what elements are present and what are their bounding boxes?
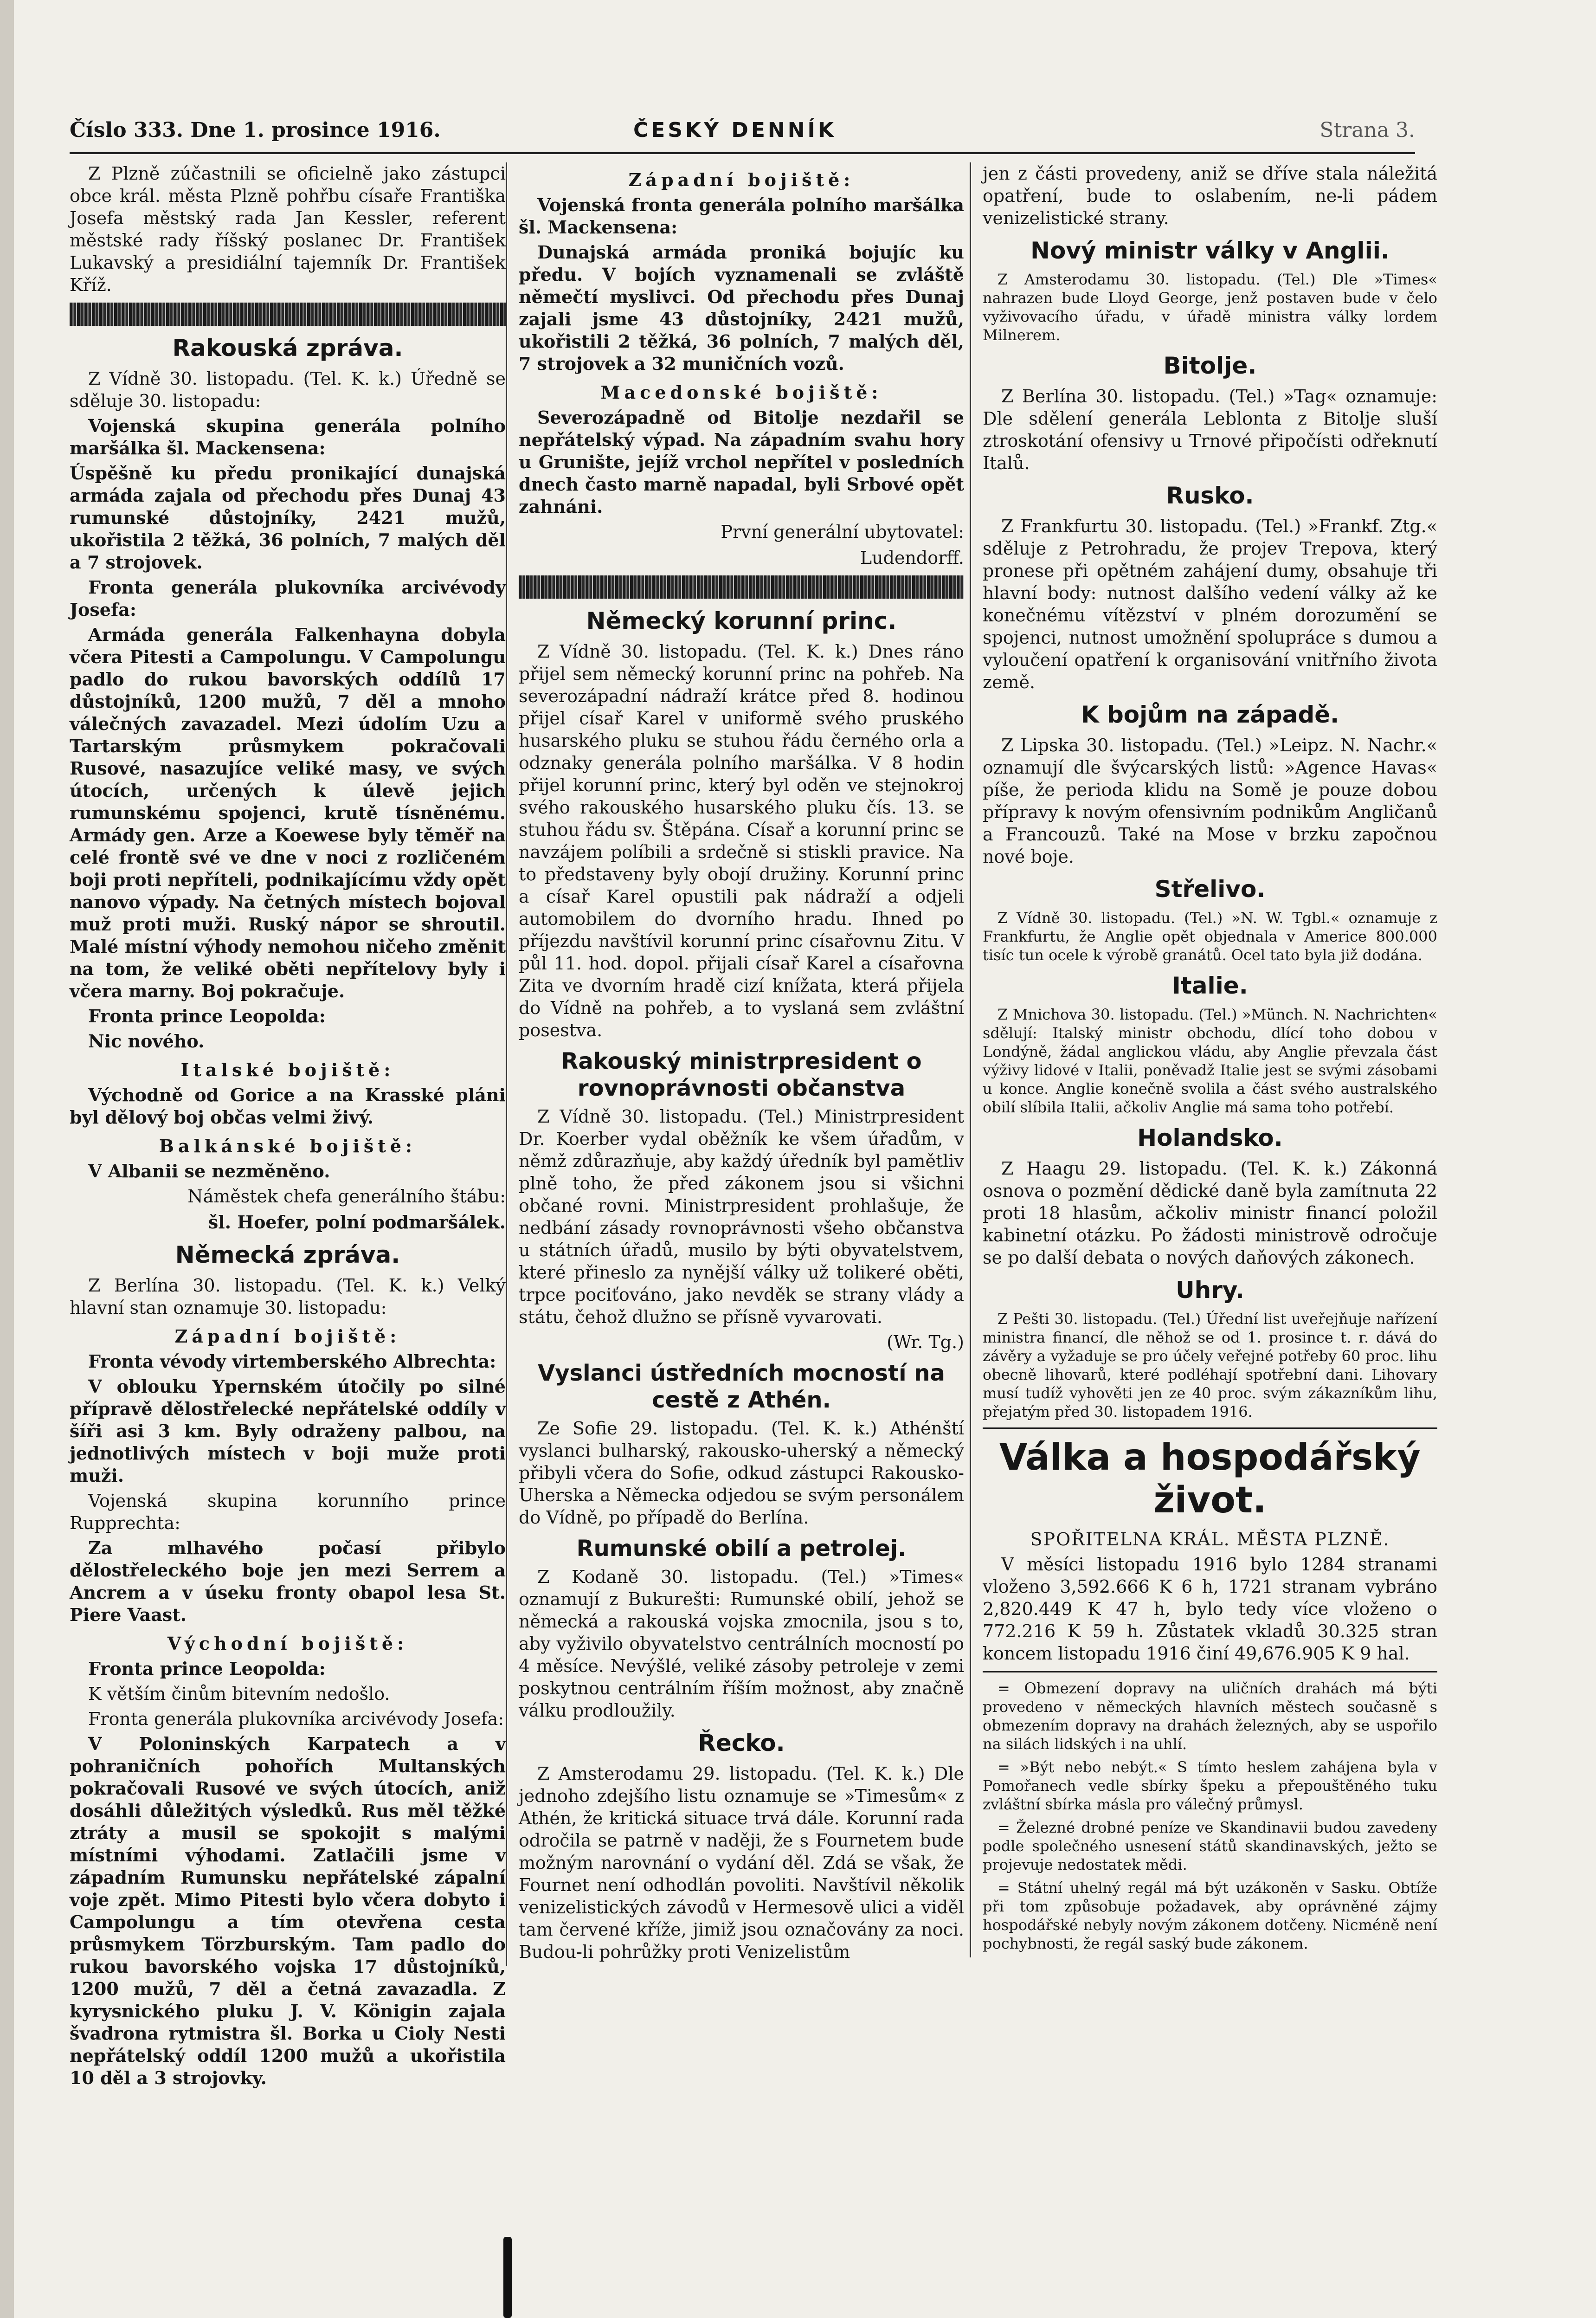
paragraph: Z Mnichova 30. listopadu. (Tel.) »Münch. N. Nachrichten« sdělují: Italský ministr obchodu, dlící toho dobou v Londýně, žádal anglickou vládu, aby Anglie převzala část výživy lidové v Italii, poněvadž Italie jest se svými zásobami u konce. Anglie konečně svolila a část svého australského obilí slíbila Italii, ačkoliv Anglie má sama toho potřebí. [983,1006,1437,1116]
signature: šl. Hoefer, polní podmaršálek. [208,1212,506,1233]
ornament-separator [519,575,964,599]
paragraph: Dunajská armáda proniká bojujíc ku předu. V bojích vyznamenali se zvláště němečtí myslivci. Od přechodu přes Dunaj zajali jsme 43 důstojníky, 2421 mužů, ukořistili 2 těžká, 36 polních, 7 malých děl, 7 strojovek a 32 muničních vozů. [519,242,964,374]
paragraph: Z Vídně 30. listopadu. (Tel.) »N. W. Tgbl.« oznamuje z Frankfurtu, že Anglie opět objednala v Americe 800.000 tisíc tun ocele k výrobě granátů. Ocel tato byla již dodána. [983,909,1437,964]
paragraph: Z Kodaně 30. listopadu. (Tel.) »Times« oznamují z Bukurešti: Rumunské obilí, jehož se německá a rakouská vojska zmocnila, jsou s to, aby vyživilo obyvatelstvo centrálních mocností po 4 měsíce. Nevýšlé, veliké zásoby petroleje v zemi poskytnou centrálním říším možnost, aby značně válku prodloužily. [519,1567,964,1721]
heading-novy-ministr: Nový ministr války v Anglii. [1030,237,1390,264]
heading-rumunske-obili: Rumunské obilí a petrolej. [576,1536,907,1562]
paragraph: Z Vídně 30. listopadu. (Tel. K. k.) Dnes ráno přijel sem německý korunní princ na pohřeb. Na severozápadní nádraží krátce před 8. hodinou přijel císař Karel v uniformě svého pruského husarského pluku se stuhou řádu černého orla a odznaky generála polního maršálka. V 8 hodin přijel korunní princ, který byl oděn ve stejnokroj svého rakouského husarského pluku čís. 13. se stuhou řádu sv. Štěpána. Císař a korunní princ se navzájem políbili a srdečně si stiskli pravice. Na to představeny byly obojí družiny. Korunní princ a císař Karel opustili pak nádraží a odjeli automobilem do dvorního hradu. Ihned po příjezdu navštívil korunní princ císařovnu Zitu. V půl 11. hod. dopol. přijali císař Karel a císařovna Zita ve dvorním hradě cizí knížata, která přijela do Vídně na pohřeb, a to vyslaná sem zvláštní posestva. [519,641,964,1040]
heading-vyslanci: Vyslanci ústředních mocností na cestě z Athén. [538,1360,945,1413]
small-text-block [983,1005,1437,1117]
heading-rakousky-ministrpresident: Rakouský ministrpresident o rovnoprávnosti občanstva [561,1048,922,1101]
column-3 [970,162,1437,1957]
heading-valka-a-hospodarsky-zivot: Válka a hospodářský život. [999,1437,1421,1521]
signature: (Wr. Tg.) [887,1332,964,1352]
section-rule [983,1427,1437,1429]
paragraph: V Albanii se nezměněno. [88,1161,330,1182]
news-note: = Obmezení dopravy na uličních drahách má býti provedeno v německých hlavních městech současně s obmezením dopravy na drahách železných, aby se uspořilo na silách lidských i na uhlí. [983,1679,1437,1753]
column-2 [506,162,964,1966]
subheading-macedonske-bojiste: Macedonské bojiště: [600,382,882,403]
paragraph: Fronta prince Leopolda: [88,1006,326,1027]
paragraph: jen z části provedeny, aniž se dříve stala náležitá opatření, bude to oslabením, ne-li pádem venizelistické strany. [983,163,1437,228]
signature: Náměstek chefa generálního štábu: [187,1186,506,1207]
page-number: Strana 3. [1319,118,1415,142]
paragraph: Z Amsterodamu 30. listopadu. (Tel.) Dle »Times« nahrazen bude Lloyd George, jenž postaven bude v čelo vyživovacího úřadu, v úřadě ministra války lordem Milnerem. [983,271,1437,344]
news-note: = Železné drobné peníze ve Skandinavii budou zavedeny podle společného usnesení států skandinavských, ježto se projevuje nedostatek mědi. [983,1819,1437,1873]
heading-bitolje: Bitolje. [1163,352,1257,379]
paragraph: Ze Sofie 29. listopadu. (Tel. K. k.) Athénští vyslanci bulharský, rakousko-uherský a německý přibyli včera do Sofie, odkud zástupci Rakousko-Uherska a Německa odjedou se svým personálem do Vídně, po případě do Berlína. [519,1418,964,1528]
paragraph: Z Amsterodamu 29. listopadu. (Tel. K. k.) Dle jednoho zdejšího listu oznamuje se »Timesům« z Athén, že kritická situace trvá dále. Korunní rada odročila se patrně v naději, že s Fournetem bude možným narovnání o vydání děl. Zdá se však, že Fournet není odhodlán povoliti. Navštívil několik venizelistických závodů v Hermesově ulici a viděl tam červené kříže, jimiž jsou označovány za noci. Budou-li pohrůžky proti Venizelistům [519,1763,964,1962]
small-text-block [983,909,1437,964]
heading-italie: Italie. [1172,972,1248,999]
paragraph: Z Berlína 30. listopadu. (Tel. K. k.) Velký hlavní stan oznamuje 30. listopadu: [70,1275,506,1318]
subheading-zapadni-bojiste: Západní bojiště: [174,1326,401,1347]
small-text-block [983,1679,1437,1953]
paragraph: Z Vídně 30. listopadu. (Tel. K. k.) Úředně se sděluje 30. listopadu: [70,368,506,411]
subheading-vychodni-bojiste: Východní bojiště: [167,1633,408,1654]
heading-recko: Řecko. [698,1730,785,1756]
ornament-separator [70,303,506,326]
paragraph: K větším činům bitevním nedošlo. [88,1684,390,1704]
signature: První generální ubytovatel: [721,522,964,542]
paragraph: Nic nového. [88,1031,205,1052]
newspaper-title: ČESKÝ DENNÍK [633,118,837,142]
heading-rusko: Rusko. [1166,482,1254,509]
paragraph: Armáda generála Falkenhayna dobyla včera Pitesti a Campolungu. V Campolungu padlo do rukou bavorských oddílů 17 důstojníků, 1200 mužů, 7 děl a mnoho válečných zavazadel. Mezi údolím Uzu a Tartarským průsmykem pokračovali Rusové, nasazujíce veliké masy, ve svých útocích, určených k úlevě jejich rumunskému spojenci, krutě tísněnému. Armády gen. Arze a Koewese byly těměř na celé frontě své ve dne v noci z rozličeném boji proti nepříteli, podnikajícímu vždy opět nanovo výpady. Na četných místech bojoval muž proti muži. Ruský nápor se shroutil. Malé místní výhody nemohou ničeho změnit na tom, že veliké oběti nepřítelovy byly i včera marny. Boj pokračuje. [70,624,506,1001]
news-note: = »Být nebo nebýt.« S tímto heslem zahájena byla v Pomořanech vedle sbírky špeku a přepouštěného tuku zvláštní sbírka másla pro válečný průmysl. [983,1758,1437,1813]
paragraph: V oblouku Ypernském útočily po silné přípravě dělostřelecké nepřátelské oddíly v šíři asi 3 km. Byly odraženy palbou, na jednotlivých místech v boji muže proti muži. [70,1376,506,1486]
paragraph: Severozápadně od Bitolje nezdařil se nepřátelský výpad. Na západním svahu hory u Grunište, jejíž vrchol nepřítel v posledních dnech často marně napadal, byli Srbové opět zahnáni. [519,407,964,517]
paragraph: Fronta generála plukovníka arcivévody Josefa: [70,577,506,620]
column-1 [70,162,506,2092]
page-header [70,118,1415,151]
ink-mark [503,2237,512,2318]
paragraph: V měsíci listopadu 1916 bylo 1284 stranami vloženo 3,592.666 K 6 h, 1721 stranam vybráno 2,820.449 K 47 h, bylo tedy více vloženo o 772.216 K 59 h. Zůstatek vkladů 30.325 stran koncem listopadu 1916 činí 49,676.905 K 9 hal. [983,1554,1437,1664]
subheading-sporitelna: SPOŘITELNA KRÁL. MĚSTA PLZNĚ. [1030,1529,1390,1550]
heading-nemecky-korunni-princ: Německý korunní princ. [586,607,897,634]
intro-paragraph: Z Plzně zúčastnili se oficielně jako zástupci obce král. města Plzně pohřbu císaře Františka Josefa městský rada Jan Kessler, referent městské rady říšský poslanec Dr. František Lukavský a presidiální tajemník Dr. František Kříž. [70,163,506,295]
paragraph: Z Vídně 30. listopadu. (Tel.) Ministrpresident Dr. Koerber vydal oběžník ke všem úřadům, v němž zdůrazňuje, aby každý úředník byl pamětliv plně toho, že před zákonem jsou si všichni občané rovni. Ministrpresident prohlašuje, že nedbání zásady rovnoprávnosti všeho občanstva u státních úřadů, musilo by býti obyvatelstvem, které přineslo za nynější války už tolikeré oběti, trpce pociťováno, jako nevděk se strany vlády a státu, čehož dlužno se přísně vyvarovati. [519,1106,964,1327]
paragraph: Vojenská fronta generála polního maršálka šl. Mackensena: [519,194,964,238]
paragraph: Z Pešti 30. listopadu. (Tel.) Úřední list uveřejňuje nařízení ministra financí, dle něhož se od 1. prosince t. r. dává do závěry a vyžaduje se pro účely veřejné potřeby 60 proc. lihu obecně lihovarů, které podléhají spotřební dani. Lihovary musí tudíž vyhověti jen ze 40 proc. svým zákazníkům lihu, přejatým před 30. listopadem 1916. [983,1310,1437,1421]
page-left-edge [0,0,14,2318]
paragraph: Úspěšně ku předu pronikající dunajská armáda zajala od přechodu přes Dunaj 43 rumunské důstojníky, 2421 mužů, ukořistila 2 těžká, 36 polních, 7 malých děl a 7 strojovek. [70,463,506,573]
header-rule [70,152,1415,154]
small-text-block [983,270,1437,344]
heading-k-bojum-na-zapade: K bojům na západě. [1081,701,1339,728]
heading-strelivo: Střelivo. [1154,876,1266,903]
paragraph: Z Haagu 29. listopadu. (Tel. K. k.) Zákonná osnova o pozmění dědické daně byla zamítnuta 22 proti 18 hlasům, ačkoliv ministr financí položil kabinetní otázku. Po žádosti ministrově odročuje se po další debata o nových daňových zákonech. [983,1158,1437,1268]
heading-nemecka-zprava: Německá zpráva. [175,1241,400,1268]
signature: Ludendorff. [860,548,964,568]
paragraph: Z Berlína 30. listopadu. (Tel.) »Tag« oznamuje: Dle sdělení generála Leblonta z Bitolje sluší ztroskotání ofensivy u Trnové připočísti odřeknutí Italů. [983,386,1437,473]
small-text-block [983,1310,1437,1421]
paragraph: Z Lipska 30. listopadu. (Tel.) »Leipz. N. Nachr.« oznamují dle švýcarských listů: »Agence Havas« píše, že perioda klidu na Somě je pouze dobou přípravy k novým ofensivním podnikům Angličanů a Francouzů. Také na Mose v brzku započnou nové boje. [983,735,1437,867]
subheading-italske-bojiste: Italské bojiště: [180,1059,395,1080]
paragraph: Fronta generála plukovníka arcivévody Josefa: [88,1709,504,1729]
paragraph: Vojenská skupina generála polního maršálka šl. Mackensena: [70,415,506,458]
heading-rakouska-zprava: Rakouská zpráva. [172,335,403,362]
subheading-balkanske-bojiste: Balkánské bojiště: [159,1136,417,1156]
paragraph: Z Frankfurtu 30. listopadu. (Tel.) »Frankf. Ztg.« sděluje z Petrohradu, že projev Trepova, který pronese při opětném zahájení dumy, obsahuje tři hlavní body: nutnost dalšího vedení války až ke konečnému vítězství v plném dorozumění se spojenci, nutnost umožnění spolupráce s dumou a vyloučení opatření k organisování vnitřního života země. [983,516,1437,692]
paragraph: V Poloninských Karpatech a v pohraničních pohořích Multanských pokračovali Rusové ve svých útocích, aniž dosáhli důležitých výsledků. Rus měl těžké ztráty a musil se spokojit s malými místními výhodami. Zatlačili jsme v západním Rumunsku nepřátelské zápalní voje zpět. Mimo Pitesti bylo včera dobyto i Campolungu a tím otevřena cesta průsmykem Törzburským. Tam padlo do rukou bavorského vojska 17 důstojníků, 1200 mužů, 7 děl a četná zavazadla. Z kyrysnického pluku J. V. Königin zajala švadrona rytmistra šl. Borka u Cioly Nesti nepřátelský oddíl 1200 mužů a ukořistila 10 děl a 3 strojovky. [70,1733,506,2088]
paragraph: Vojenská skupina korunního prince Rupprechta: [70,1491,506,1533]
section-rule [983,1671,1437,1672]
paragraph: Fronta vévody virtemberského Albrechta: [88,1351,496,1372]
heading-holandsko: Holandsko. [1137,1124,1283,1151]
paragraph: Za mlhavého počasí přibylo dělostřeleckého boje jen mezi Serrem a Ancrem a v úseku fronty obapol lesa St. Piere Vaast. [70,1537,506,1625]
issue-line: Číslo 333. Dne 1. prosince 1916. [70,118,441,142]
paragraph: Fronta prince Leopolda: [88,1658,326,1679]
subheading-zapadni-bojiste: Západní bojiště: [628,169,855,190]
heading-uhry: Uhry. [1176,1277,1244,1304]
paragraph: Východně od Gorice a na Krasské pláni byl dělový boj občas velmi živý. [70,1085,506,1128]
news-note: = Státní uhelný regál má být uzákoněn v Sasku. Obtíže při tom způsobuje požadavek, aby oprávněné zájmy hospodářské nebyly novým zákonem dotčeny. Nicméně není pochybnosti, že regál saský bude zákonem. [983,1879,1437,1952]
